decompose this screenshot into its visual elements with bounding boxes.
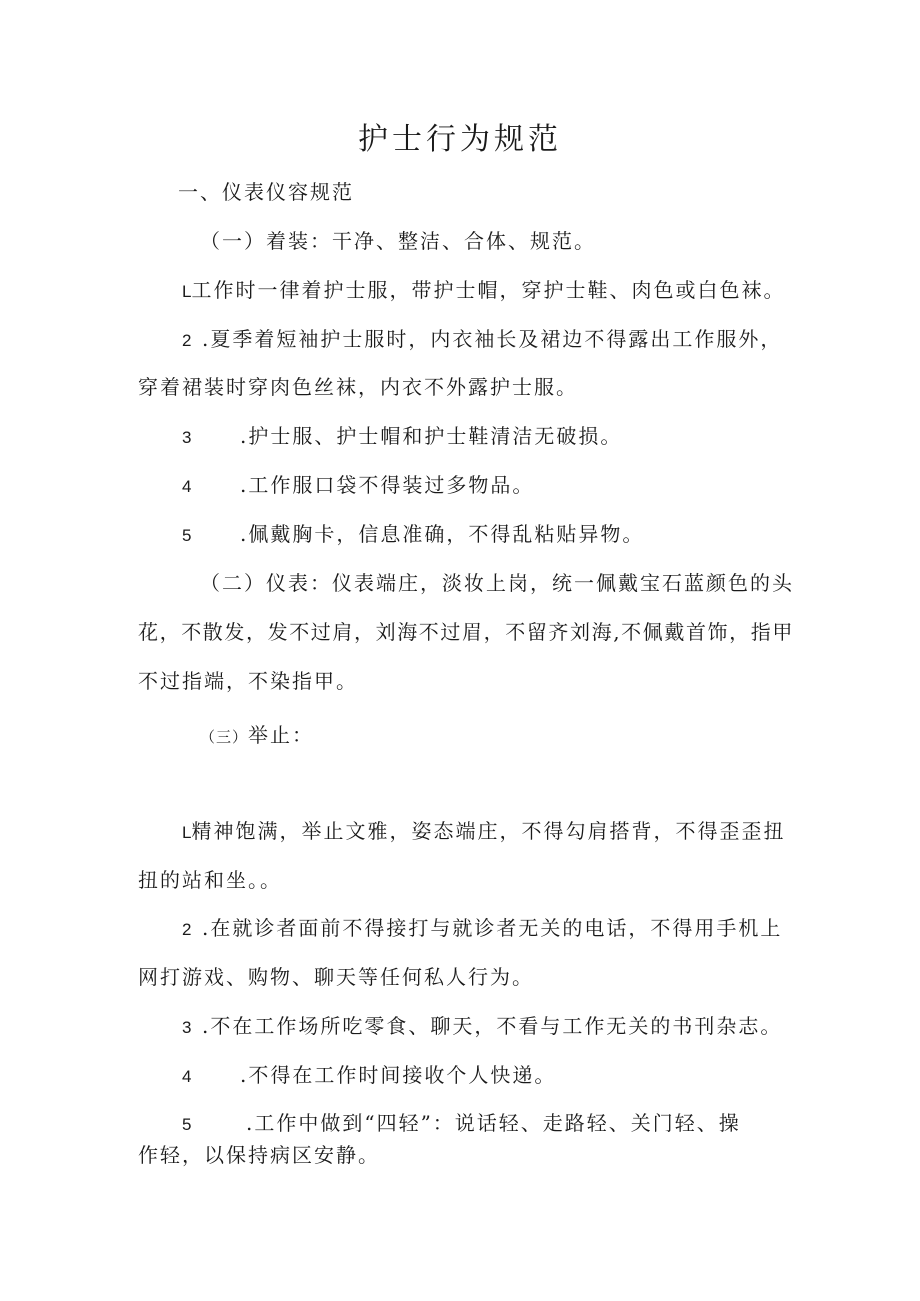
paragraph-line: 不过指端，不染指甲。 [138,669,358,693]
item-text: .在就诊者面前不得接打与就诊者无关的电话，不得用手机上 [202,916,783,940]
item-number: 5 [182,526,192,545]
page-title: 护士行为规范 [358,122,562,157]
item-text: 工作时一律着护士服，带护士帽，穿护士鞋、肉色或白色袜。 [191,278,786,302]
item-number: 2 [182,331,192,350]
item-text: .工作中做到“四轻”：说话轻、走路轻、关门轻、操 [246,1111,741,1135]
item-text: .佩戴胸卡，信息准确，不得乱粘贴异物。 [240,522,645,546]
item-text: .不在工作场所吃零食、聊天，不看与工作无关的书刊杂志。 [202,1014,783,1038]
item-continuation: 网打游戏、购物、聊天等任何私人行为。 [138,965,534,989]
list-item [182,422,622,452]
item-number: L [182,282,192,301]
paragraph-line: （二）仪表：仪表端庄，淡妆上岗，统一佩戴宝石蓝颜色的头 [200,571,794,595]
subsection-heading [200,721,314,751]
item-text: .不得在工作时间接收个人快递。 [240,1063,557,1087]
list-item [182,276,785,306]
subsection-marker: （三） [200,728,249,746]
subsection-label: 举止： [248,723,315,747]
item-number: 3 [182,1018,192,1037]
item-text: .夏季着短袖护士服时，内衣袖长及裙边不得露出工作服外， [202,327,783,351]
item-number: 5 [182,1115,192,1134]
list-item [182,520,644,550]
list-item [182,1061,556,1091]
list-item [182,325,782,355]
list-item [182,471,534,501]
section-heading: 一、仪表仪容规范 [178,180,354,204]
item-text: .护士服、护士帽和护士鞋清洁无破损。 [240,424,623,448]
item-number: 4 [182,477,192,496]
list-item [182,1012,782,1042]
item-number: L [182,823,192,842]
item-continuation: 作轻，以保持病区安静。 [138,1143,380,1167]
list-item [182,914,782,944]
subsection-heading: （一）着装：干净、整洁、合体、规范。 [200,229,596,253]
item-continuation: 扭的站和坐。。 [138,868,282,892]
item-continuation: 穿着裙装时穿肉色丝袜，内衣不外露护士服。 [138,375,578,399]
list-item [182,1109,741,1139]
item-number: 2 [182,920,192,939]
item-number: 3 [182,428,192,447]
paragraph-line: 花，不散发，发不过肩，刘海不过眉，不留齐刘海,不佩戴首饰，指甲 [138,620,794,644]
item-text: 精神饱满，举止文雅，姿态端庄，不得勾肩搭背，不得歪歪扭 [191,819,786,843]
item-number: 4 [182,1067,192,1086]
list-item [182,817,785,847]
item-text: .工作服口袋不得装过多物品。 [240,473,535,497]
